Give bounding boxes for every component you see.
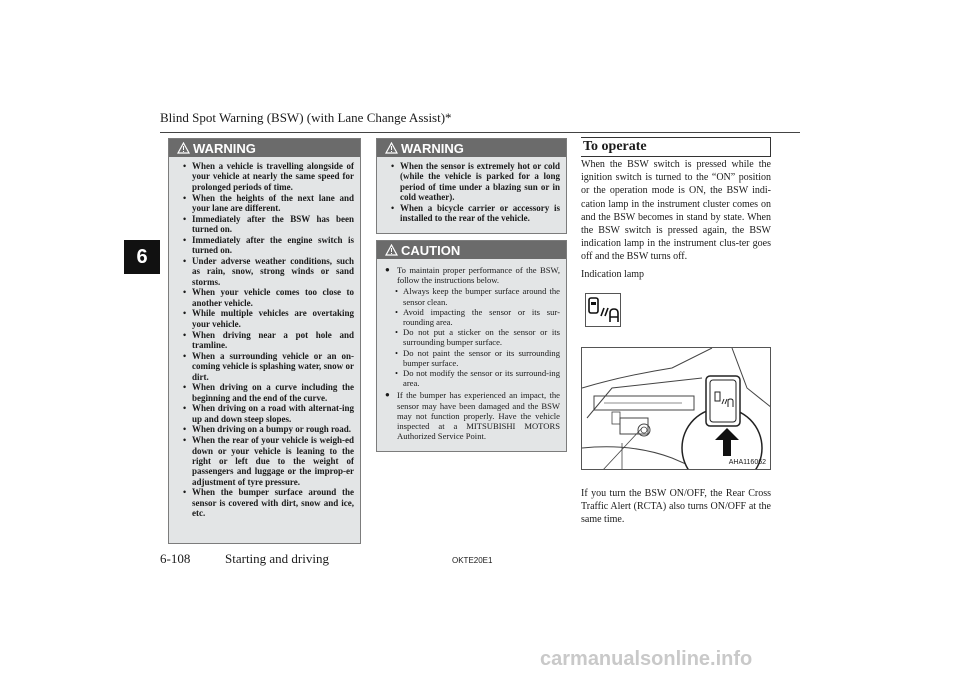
warning-list [169,157,360,519]
caution-body [377,259,566,441]
bsw-indicator-icon [585,293,621,327]
list-item: • While multiple vehicles are overtaking your vehicle. [183,308,354,329]
watermark: carmanualsonline.info [540,648,753,670]
caution-item-text: To maintain proper performance of the BSW, follow the instructions below. [397,265,560,286]
list-item: • When a bicycle carrier or accessory is installed to the rear of the vehicle. [391,203,560,224]
operate-paragraph-2: If you turn the BSW ON/OFF, the Rear Cross Traffic Alert (RCTA) also turns ON/OFF at the same time. [581,488,771,526]
warning-triangle-icon [177,142,190,154]
list-item: • When the heights of the next lane and your lane are different. [183,193,354,214]
list-item: • When your vehicle comes too close to another vehicle. [183,287,354,308]
list-item: • Under adverse weather conditions, such as rain, snow, strong winds or sand storms. [183,256,354,287]
list-item: • Do not put a sticker on the sensor or its surrounding bumper surface. [395,327,560,347]
warning-header [377,139,566,157]
caution-item [385,265,560,285]
caution-triangle-icon [385,244,398,256]
chapter-tab: 6 [124,240,160,274]
warning-header [169,139,360,157]
section-title: To operate [581,138,771,157]
list-item: • Always keep the bumper surface around the sensor clean. [395,286,560,306]
list-item: • Immediately after the engine switch is turned on. [183,235,354,256]
list-item: • When the sensor is extremely hot or cold (while the vehicle is parked for a long period of time under a blazing sun or in cold weather). [391,161,560,203]
list-item: • Avoid impacting the sensor or its sur-rounding area. [395,307,560,327]
caution-header [377,241,566,259]
warning-label: WARNING [193,140,256,156]
list-item: • When driving near a pot hole and tramline. [183,330,354,351]
list-item: • When driving on a curve including the beginning and the end of the curve. [183,382,354,403]
bullet-circle-icon: ● [385,265,390,274]
warning-list [377,157,566,224]
caution-box [376,240,567,452]
bullet-circle-icon: ● [385,390,390,400]
footer-page-number: 6-108 [160,551,191,566]
bsw-switch-photo [581,347,771,470]
list-item: • When a surrounding vehicle or an on-coming vehicle is splashing water, snow or dirt. [183,351,354,382]
list-item: • When a vehicle is travelling alongside of your vehicle at nearly the same speed for prolonged periods of time. [183,161,354,192]
header-rule [160,132,800,133]
header-title: Blind Spot Warning (BSW) (with Lane Change Assist)* [160,110,452,125]
caution-sub-list [385,286,560,388]
operate-paragraph-1: When the BSW switch is pressed while the ignition switch is turned to the “ON” position or the operation mode is ON, the BSW indi-cation lamp in the instrument cluster comes on and the BSW becomes in stand by state. When the BSW switch is pressed again, the BSW indication lamp in the instrument clus-ter goes off and the BSW turns off. [581,159,771,263]
image-code: AHA116062 [728,459,766,466]
indication-lamp-label: Indication lamp [581,269,645,280]
footer-section-title: Starting and driving [225,551,329,566]
list-item: • When driving on a road with alternat-ing up and down steep slopes. [183,403,354,424]
list-item: • When driving on a bumpy or rough road. [183,424,354,434]
list-item: • Do not paint the sensor or its surrounding bumper surface. [395,348,560,368]
warning-box-1 [168,138,361,544]
list-item: • Immediately after the BSW has been turned on. [183,214,354,235]
caution-label: CAUTION [401,242,461,258]
caution-item [385,390,560,441]
caution-item-text: If the bumper has experienced an impact, the sensor may have been damaged and the BSW may not function properly. Have the vehicle inspected at a MITSUBISHI MOTORS Authorized Service Point. [397,390,560,442]
warning-triangle-icon [385,142,398,154]
list-item: • Do not modify the sensor or its surround-ing area. [395,368,560,388]
list-item: • When the bumper surface around the sensor is covered with dirt, snow and ice, etc. [183,487,354,518]
warning-box-2 [376,138,567,234]
warning-label: WARNING [401,140,464,156]
list-item: • When the rear of your vehicle is weigh-ed down or your vehicle is leaning to the right or left due to the weight of passengers and luggage or the improp-er adjustment of tyre pressure. [183,435,354,487]
footer-doc-code: OKTE20E1 [452,556,493,565]
